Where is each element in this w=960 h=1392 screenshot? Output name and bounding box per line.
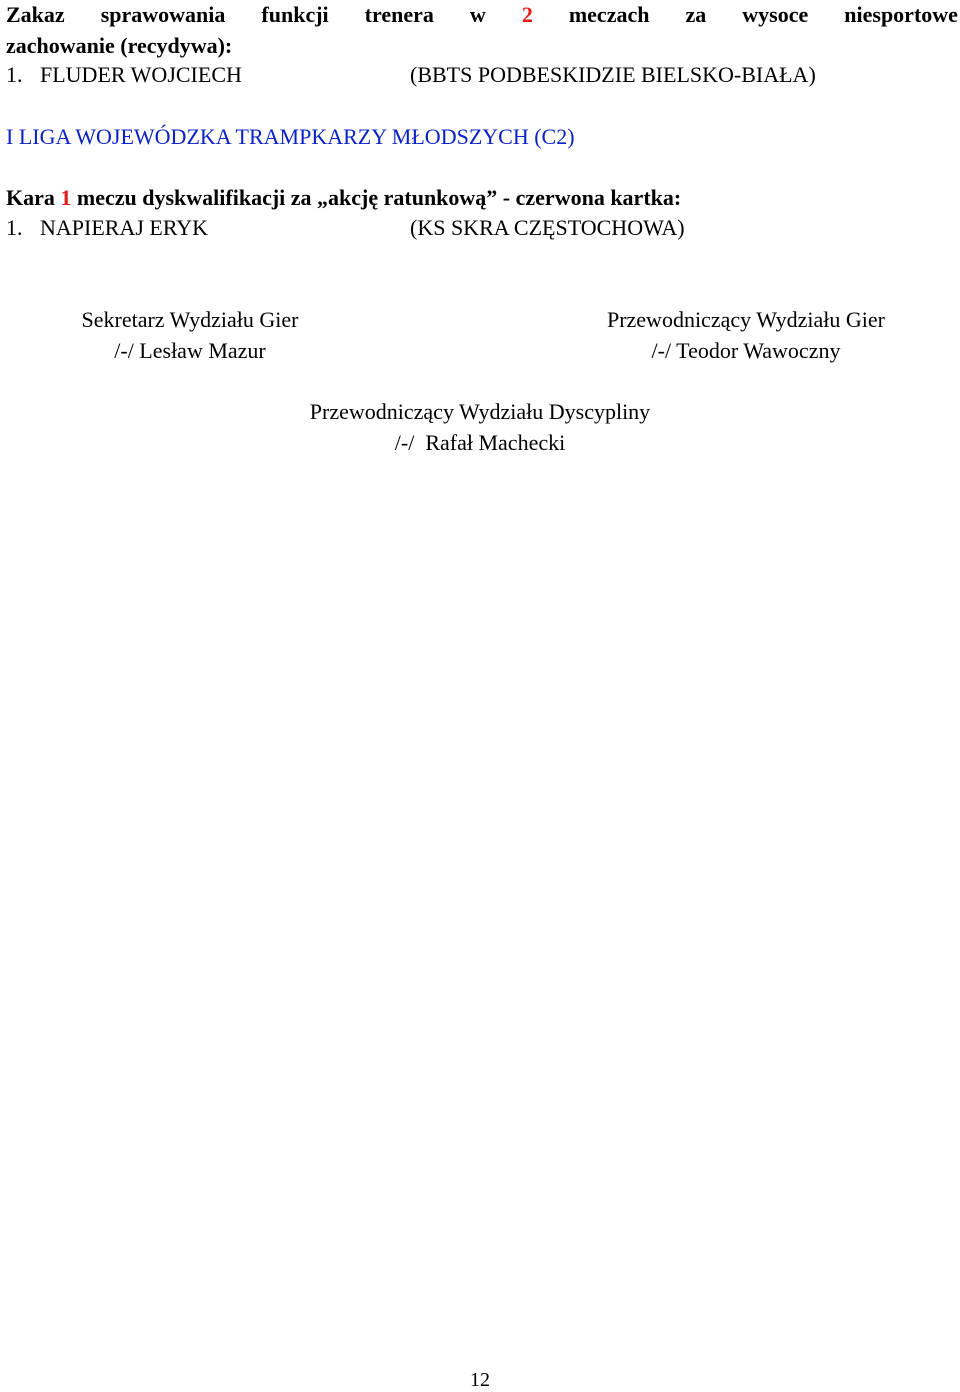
heading-prefix: Kara [6,185,61,210]
entry-club: (BBTS PODBESKIDZIE BIELSKO-BIAŁA) [410,62,816,87]
entry-number: 1. [6,215,23,240]
heading-word: wysoce [742,2,809,27]
entry-number: 1. [6,62,23,87]
heading-match-count: 2 [521,2,533,27]
penalty-entry [0,215,960,241]
section1-heading-line2: zachowanie (recydywa): [6,33,233,58]
entry-club: (KS SKRA CZĘSTOCHOWA) [410,215,685,240]
page-number: 12 [470,1369,490,1391]
penalty-entry [0,62,960,88]
heading-word: sprawowania [100,2,226,27]
signature-title: Sekretarz Wydziału Gier [81,307,299,332]
heading-word: za [685,2,707,27]
entry-name: FLUDER WOJCIECH [40,62,242,87]
signature-name: /-/ Rafał Machecki [394,430,566,455]
signature-title: Przewodniczący Wydziału Gier [606,307,886,332]
signature-name: /-/ Lesław Mazur [114,338,266,363]
entry-name: NAPIERAJ ERYK [40,215,209,240]
signature-chairman-games [556,304,936,366]
signature-chairman-discipline [250,396,710,458]
heading-match-count: 1 [60,185,72,210]
heading-word: niesportowe [844,2,958,27]
heading-suffix: meczu dyskwalifikacji za „akcję ratunkową” - czerwona kartka: [71,185,682,210]
signature-secretary [40,304,340,366]
heading-word: meczach [568,2,650,27]
signature-title: Przewodniczący Wydziału Dyscypliny [309,399,651,424]
section1-heading-line1 [6,2,958,28]
signature-name: /-/ Teodor Wawoczny [651,338,841,363]
league-title: I LIGA WOJEWÓDZKA TRAMPKARZY MŁODSZYCH (C2) [6,124,575,149]
section2-heading [6,185,681,211]
heading-word: w [469,2,486,27]
heading-word: Zakaz [6,2,65,27]
heading-word: funkcji [261,2,329,27]
heading-word: trenera [364,2,434,27]
